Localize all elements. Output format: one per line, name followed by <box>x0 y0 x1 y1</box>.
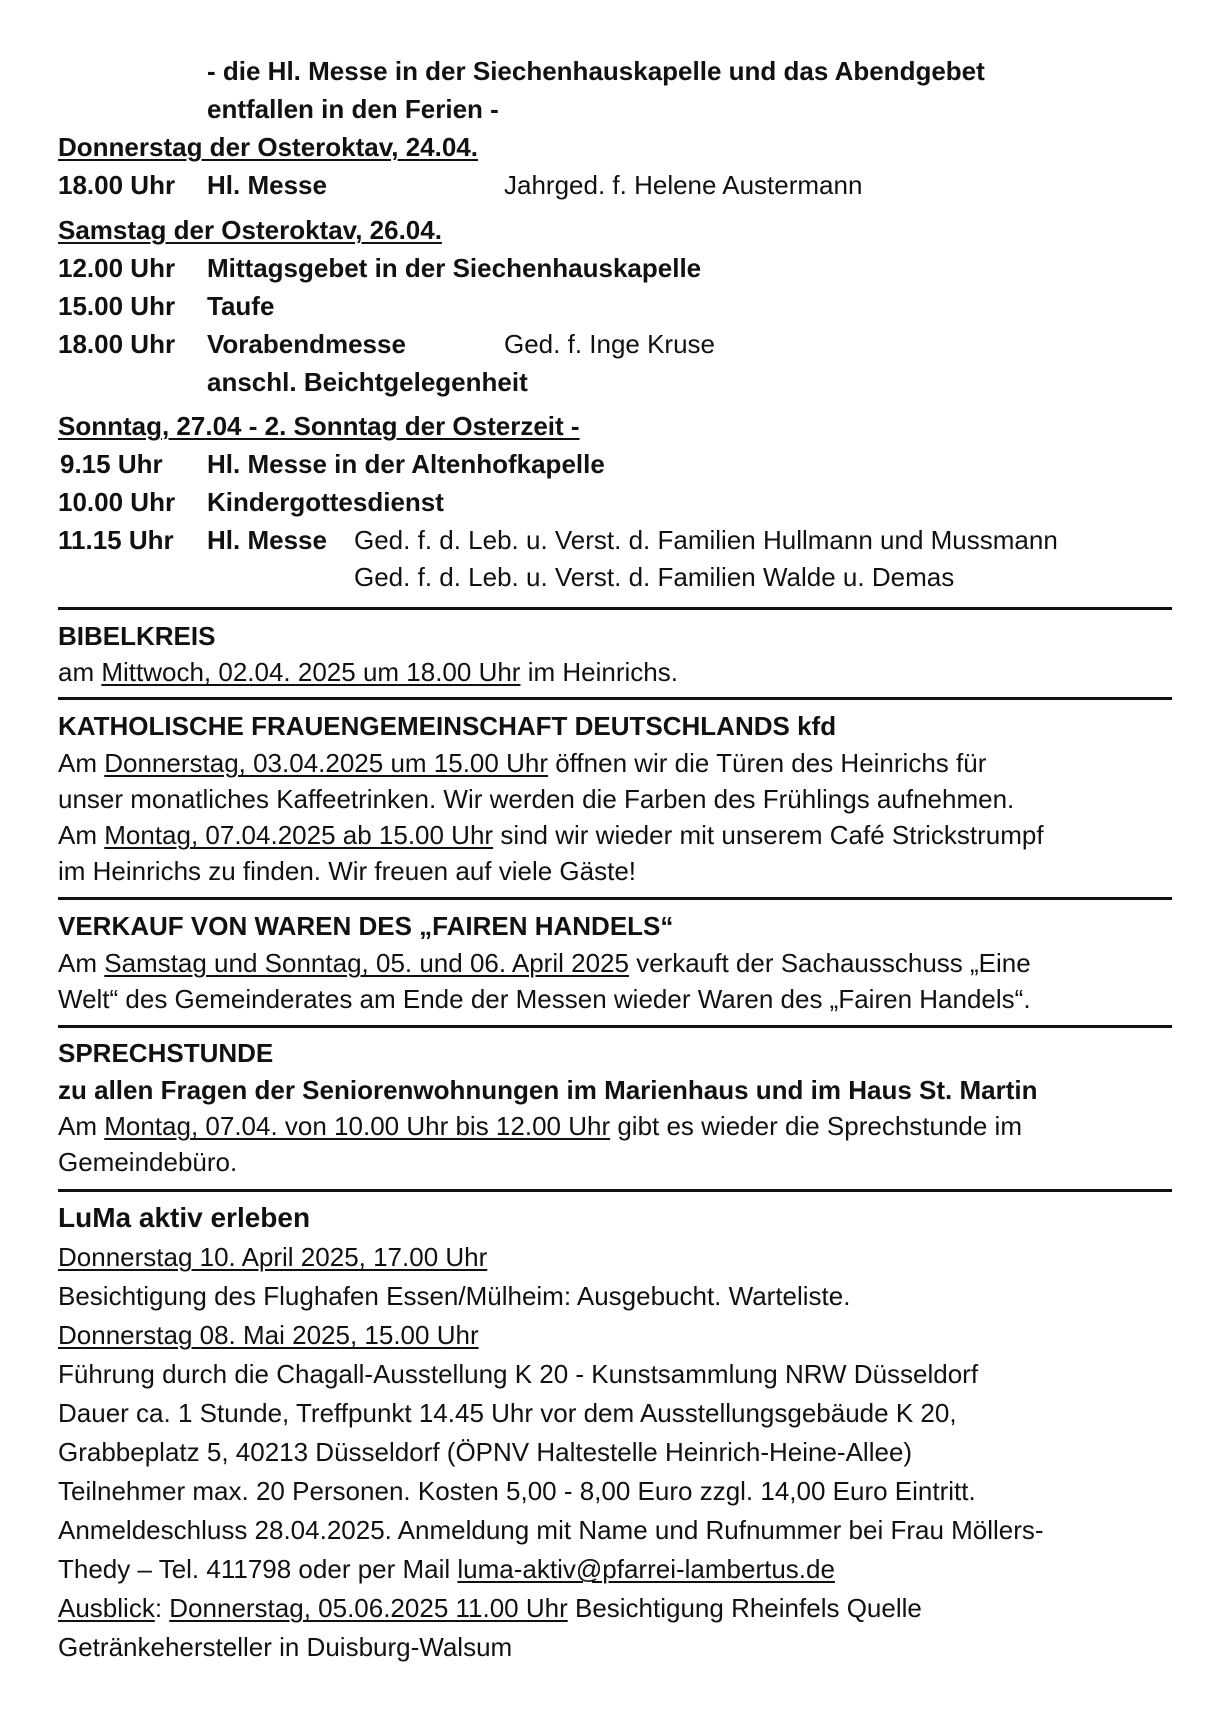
intro-line-1: - die Hl. Messe in der Siechenhauskapelle und das Abendgebet <box>207 56 985 86</box>
intro-line-2: entfallen in den Ferien - <box>207 94 499 124</box>
event-time: 18.00 Uhr <box>58 329 176 359</box>
divider <box>58 607 1172 610</box>
kfd-line: unser monatliches Kaffeetrinken. Wir werden die Farben des Frühlings aufnehmen. <box>58 784 1015 814</box>
event-time: 9.15 Uhr <box>60 449 163 479</box>
kfd-line: Am Montag, 07.04.2025 ab 15.00 Uhr sind wir wieder mit unserem Café Strickstrumpf <box>58 820 1044 850</box>
event-note: Jahrged. f. Helene Austermann <box>504 170 863 200</box>
event-time: 10.00 Uhr <box>58 487 176 517</box>
kfd-date-2: Montag, 07.04.2025 ab 15.00 Uhr <box>104 820 494 850</box>
sprechstunde-line: Am Montag, 07.04. von 10.00 Uhr bis 12.00 Uhr gibt es wieder die Sprechstunde im <box>58 1111 1022 1141</box>
luma-text: Thedy – Tel. 411798 oder per Mail luma-aktiv@pfarrei-lambertus.de <box>58 1554 835 1584</box>
event-title: Hl. Messe <box>207 170 327 200</box>
luma-date: Donnerstag 10. April 2025, 17.00 Uhr <box>58 1242 488 1272</box>
luma-title: LuMa aktiv erleben <box>58 1202 311 1233</box>
event-time: 11.15 Uhr <box>58 525 174 555</box>
kfd-title: KATHOLISCHE FRAUENGEMEINSCHAFT DEUTSCHLANDS kfd <box>58 711 837 741</box>
luma-text: Besichtigung des Flughafen Essen/Mülheim: Ausgebucht. Warteliste. <box>58 1281 851 1311</box>
event-title: Kindergottesdienst <box>207 487 444 517</box>
thursday-heading: Donnerstag der Osteroktav, 24.04. <box>58 132 479 162</box>
fair-trade-line: Welt“ des Gemeinderates am Ende der Messen wieder Waren des „Fairen Handels“. <box>58 984 1031 1014</box>
bibelkreis-title: BIBELKREIS <box>58 621 216 651</box>
event-title: Vorabendmesse <box>207 329 406 359</box>
sprechstunde-line: Gemeindebüro. <box>58 1147 238 1177</box>
event-time: 12.00 Uhr <box>58 253 176 283</box>
ausblick-date: Donnerstag, 05.06.2025 11.00 Uhr <box>169 1593 568 1623</box>
luma-ausblick: Ausblick: Donnerstag, 05.06.2025 11.00 Uhr Besichtigung Rheinfels Quelle <box>58 1593 922 1623</box>
sunday-heading: Sonntag, 27.04 - 2. Sonntag der Osterzeit - <box>58 411 580 441</box>
fair-trade-title: VERKAUF VON WAREN DES „FAIREN HANDELS“ <box>58 911 674 941</box>
event-sub: anschl. Beichtgelegenheit <box>207 367 528 397</box>
event-title: Hl. Messe <box>207 525 327 555</box>
sprechstunde-date: Montag, 07.04. von 10.00 Uhr bis 12.00 Uhr <box>104 1111 611 1141</box>
sprechstunde-title: SPRECHSTUNDE <box>58 1038 274 1068</box>
luma-text: Anmeldeschluss 28.04.2025. Anmeldung mit Name und Rufnummer bei Frau Möllers- <box>58 1515 1044 1545</box>
fair-trade-line: Am Samstag und Sonntag, 05. und 06. April 2025 verkauft der Sachausschuss „Eine <box>58 948 1031 978</box>
event-note: Ged. f. d. Leb. u. Verst. d. Familien Walde u. Demas <box>354 562 955 592</box>
luma-text: Dauer ca. 1 Stunde, Treffpunkt 14.45 Uhr vor dem Ausstellungsgebäude K 20, <box>58 1398 957 1428</box>
ausblick-label: Ausblick <box>58 1593 155 1623</box>
event-time: 18.00 Uhr <box>58 170 176 200</box>
sprechstunde-subtitle: zu allen Fragen der Seniorenwohnungen im Marienhaus und im Haus St. Martin <box>58 1075 1038 1105</box>
luma-email-link[interactable]: luma-aktiv@pfarrei-lambertus.de <box>457 1554 835 1584</box>
divider <box>58 697 1172 700</box>
kfd-line: Am Donnerstag, 03.04.2025 um 15.00 Uhr öffnen wir die Türen des Heinrichs für <box>58 748 987 778</box>
divider <box>58 897 1172 900</box>
luma-text: Getränkehersteller in Duisburg-Walsum <box>58 1632 513 1662</box>
event-title: Mittagsgebet in der Siechenhauskapelle <box>207 253 702 283</box>
event-time: 15.00 Uhr <box>58 291 176 321</box>
event-title: Hl. Messe in der Altenhofkapelle <box>207 449 605 479</box>
luma-text: Teilnehmer max. 20 Personen. Kosten 5,00 - 8,00 Euro zzgl. 14,00 Euro Eintritt. <box>58 1476 976 1506</box>
bibelkreis-date: Mittwoch, 02.04. 2025 um 18.00 Uhr <box>101 657 521 687</box>
divider <box>58 1189 1172 1192</box>
event-title: Taufe <box>207 291 275 321</box>
event-note: Ged. f. Inge Kruse <box>504 329 716 359</box>
luma-text: Grabbeplatz 5, 40213 Düsseldorf (ÖPNV Haltestelle Heinrich-Heine-Allee) <box>58 1437 913 1467</box>
kfd-line: im Heinrichs zu finden. Wir freuen auf viele Gäste! <box>58 856 637 886</box>
bibelkreis-text: am Mittwoch, 02.04. 2025 um 18.00 Uhr im Heinrichs. <box>58 657 678 687</box>
kfd-date-1: Donnerstag, 03.04.2025 um 15.00 Uhr <box>104 748 548 778</box>
luma-date: Donnerstag 08. Mai 2025, 15.00 Uhr <box>58 1320 479 1350</box>
luma-text: Führung durch die Chagall-Ausstellung K 20 - Kunstsammlung NRW Düsseldorf <box>58 1359 979 1389</box>
fair-trade-date: Samstag und Sonntag, 05. und 06. April 2025 <box>104 948 629 978</box>
divider <box>58 1025 1172 1028</box>
event-note: Ged. f. d. Leb. u. Verst. d. Familien Hullmann und Mussmann <box>354 525 1058 555</box>
saturday-heading: Samstag der Osteroktav, 26.04. <box>58 215 442 245</box>
